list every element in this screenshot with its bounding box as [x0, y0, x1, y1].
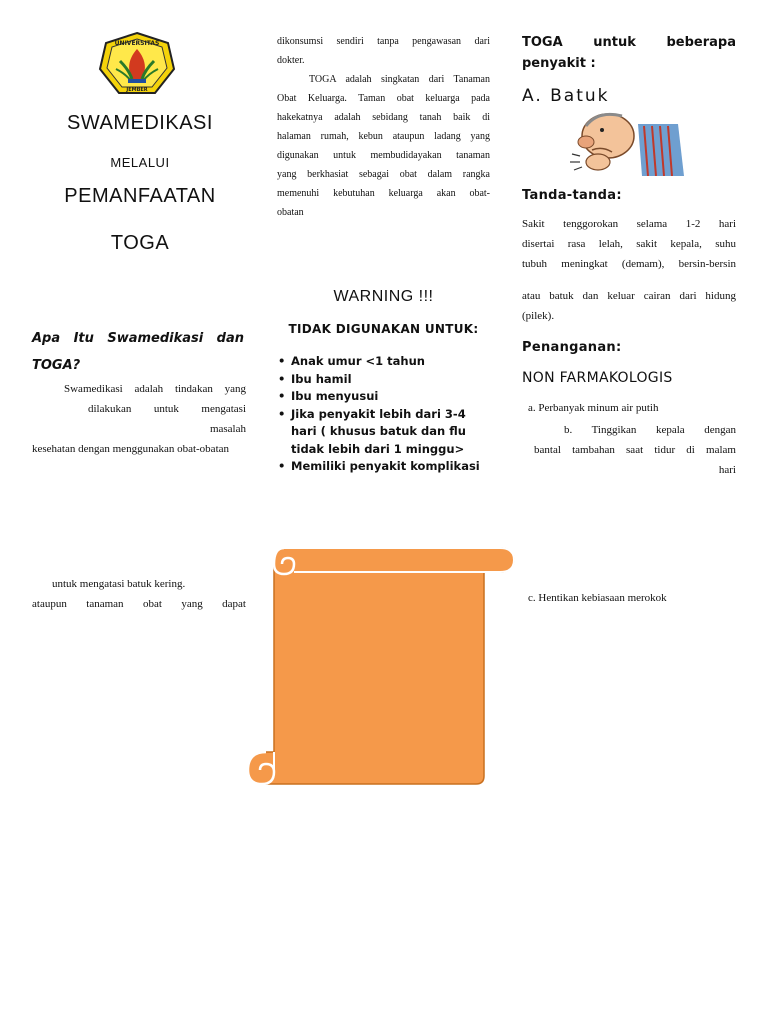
tanda-paragraph: Sakit tenggorokan selama 1-2 hari disertai rasa lelah, sakit kepala, suhu tubuh meningkat (demam), bersin-bersin	[522, 218, 736, 270]
step-c: c. Hentikan kebiasaan merokok	[528, 592, 667, 604]
list-item: • Ibu menyusui	[277, 388, 492, 406]
list-item: • Jika penyakit lebih dari 3-4 hari ( khusus batuk dan flu tidak lebih dari 1 minggu>	[277, 406, 492, 459]
tanda-paragraph-2: atau batuk dan keluar cairan dari hidung (pilek).	[522, 290, 736, 322]
svg-text:UNIVERSITAS: UNIVERSITAS	[114, 40, 160, 47]
orange-scroll-banner	[244, 540, 516, 790]
cover-title-3: TOGA	[110, 232, 170, 254]
warning-label: TIDAK DIGUNAKAN UNTUK:	[288, 322, 479, 336]
tanda-heading: Tanda-tanda:	[522, 188, 622, 203]
cover-title-2: PEMANFAATAN	[64, 185, 216, 207]
cover-title: SWAMEDIKASI	[67, 112, 213, 134]
step-b: b. Tinggikan kepala dengan bantal tambahan saat tidur di malam hari	[534, 424, 736, 476]
apa-paragraph: Swamedikasi adalah tindakan yang dilakukan untuk mengatasi masalah kesehatan dengan menggunakan obat-obatan	[32, 383, 246, 455]
cover-subtitle: MELALUI	[110, 155, 170, 170]
list-item: • Anak umur <1 tahun	[277, 353, 492, 371]
warning-list	[277, 353, 492, 476]
col1-bottom-text: untuk mengatasi batuk kering. ataupun tanaman obat yang dapat	[32, 578, 246, 610]
batuk-heading: A. Batuk	[522, 86, 610, 106]
apa-itu-heading: Apa Itu Swamedikasi dan TOGA?	[32, 331, 244, 373]
coughing-man-icon	[568, 104, 688, 176]
svg-text:JEMBER: JEMBER	[126, 87, 148, 93]
toga-penyakit-heading: TOGA untuk beberapa penyakit :	[522, 35, 736, 71]
toga-definition-paragraph: dikonsumsi sendiri tanpa pengawasan dari dokter. TOGA adalah singkatan dari Tanaman Obat Keluarga. Taman obat keluarga pada hakekatnya adalah sebidang tanah baik di halaman rumah, kebun ataupun ladang yang digunakan untuk membudidayakan tanaman yang berkhasiat sebagai obat dalam rangka memenuhi kebutuhan keluarga akan obat- obatan	[277, 36, 490, 218]
penanganan-heading: Penanganan:	[522, 340, 622, 355]
list-item: • Memiliki penyakit komplikasi	[277, 458, 492, 476]
university-shield-logo	[98, 31, 176, 99]
non-farmakologis-heading: NON FARMAKOLOGIS	[522, 370, 673, 386]
warning-title: WARNING !!!	[333, 288, 434, 305]
list-item: • Ibu hamil	[277, 371, 492, 389]
step-a: a. Perbanyak minum air putih	[528, 402, 659, 414]
